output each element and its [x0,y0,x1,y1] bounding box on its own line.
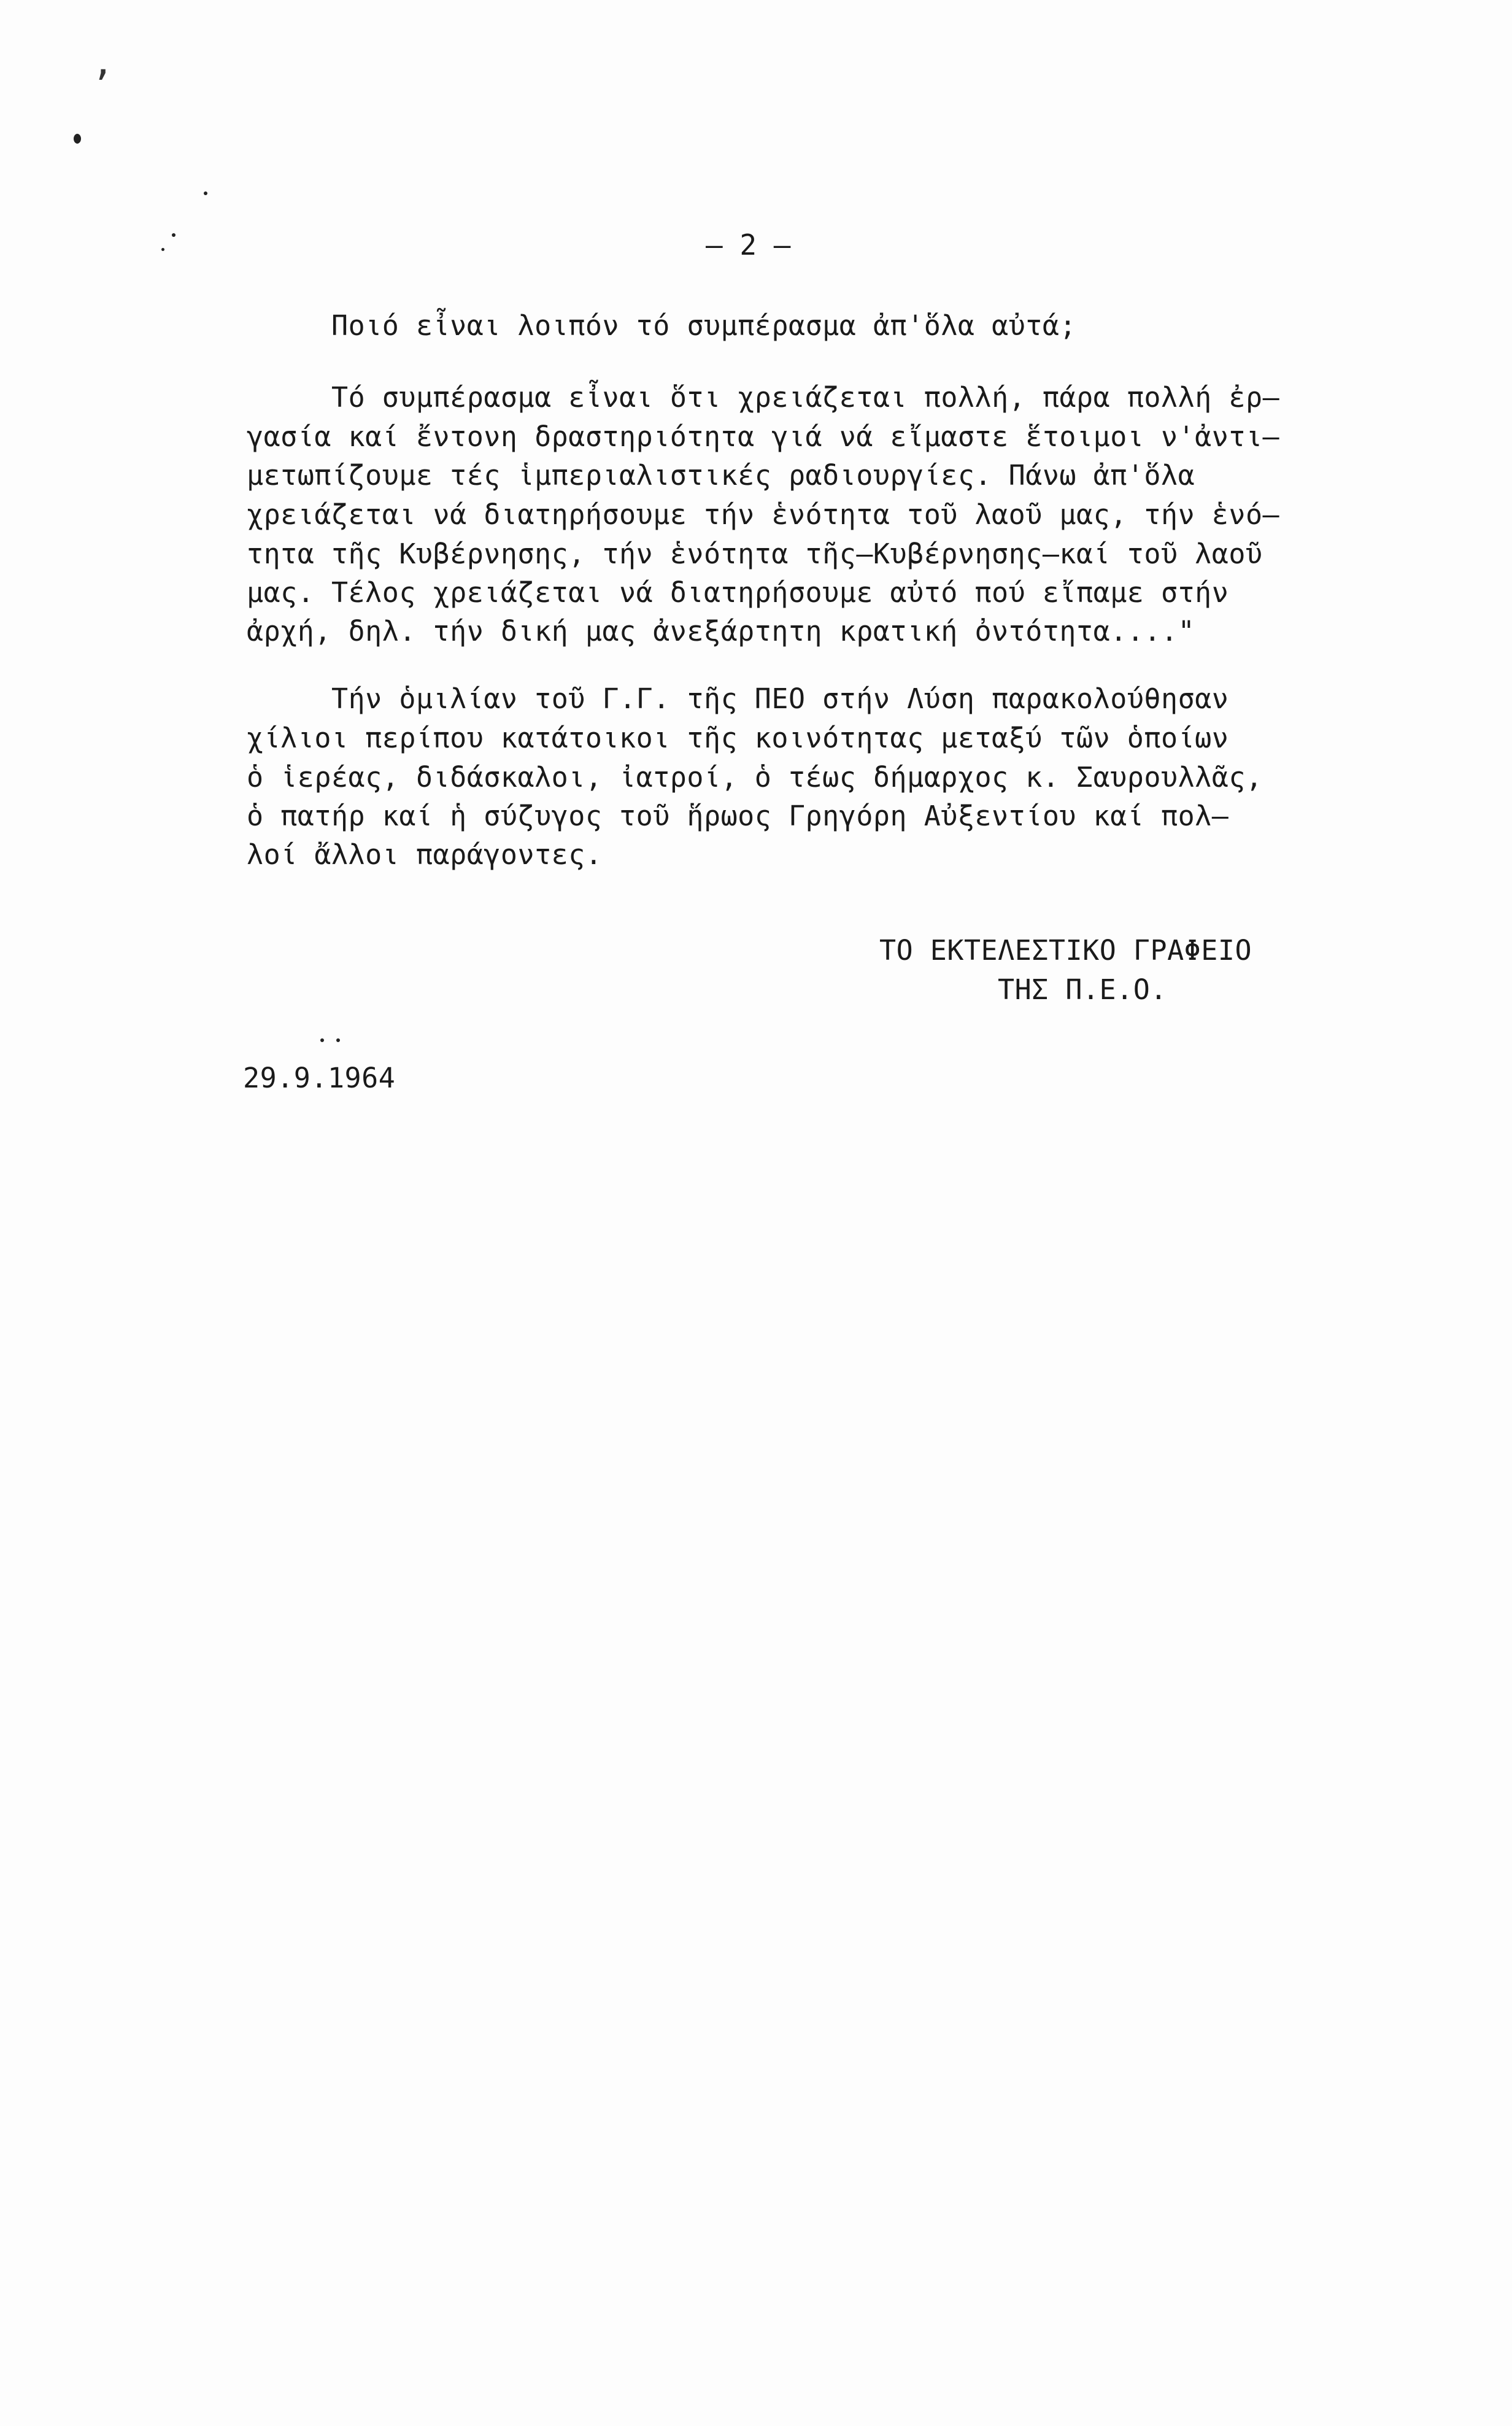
paragraph-line: Τό συμπέρασμα εἶναι ὅτι χρειάζεται πολλή, πάρα πολλή ἐρ– [331,381,1280,414]
paragraph-line: ὁ πατήρ καί ἡ σύζυγος τοῦ ἥρωος Γρηγόρη Αὐξεντίου καί πολ– [247,800,1229,832]
scan-speck [320,1038,324,1042]
paragraph-line: Τήν ὁμιλίαν τοῦ Γ.Γ. τῆς ΠΕΟ στήν Λύση παρακολούθησαν [331,682,1229,715]
paragraph-line: λοί ἄλλοι παράγοντες. [247,838,603,871]
scan-speck [161,248,164,251]
scan-speck [172,233,176,237]
paragraph-line: τητα τῆς Κυβέρνησης, τήν ἑνότητα τῆς–Κυβέρνησης–καί τοῦ λαοῦ [247,538,1263,570]
paragraph-line: ἀρχή, δηλ. τήν δική μας ἀνεξάρτητη κρατική ὀντότητα...." [247,615,1195,647]
paragraph-line: μετωπίζουμε τές ἱμπεριαλιστικές ραδιουργίες. Πάνω ἀπ'ὅλα [247,459,1195,492]
paragraph-line: ὁ ἱερέας, διδάσκαλοι, ἰατροί, ὁ τέως δήμαρχος κ. Σαυρουλλᾶς, [247,761,1263,794]
page-number: – 2 – [706,228,791,261]
signature-line-2: ΤΗΣ Π.Ε.Ο. [998,973,1167,1006]
scan-mark-top-left: ʼ [91,63,114,106]
scan-speck [336,1038,340,1042]
paragraph-line: χίλιοι περίπου κατάτοικοι τῆς κοινότητας μεταξύ τῶν ὁποίων [247,722,1229,754]
scan-speck [74,134,81,144]
scan-speck [204,191,207,195]
signature-line-1: ΤΟ ΕΚΤΕΛΕΣΤΙΚΟ ΓΡΑΦΕΙΟ [879,934,1252,967]
paragraph-line: γασία καί ἔντονη δραστηριότητα γιά νά εἴμαστε ἕτοιμοι ν'ἀντι– [247,420,1280,453]
paragraph-line: μας. Τέλος χρειάζεται νά διατηρήσουμε αὐτό πού εἴπαμε στήν [247,576,1229,609]
paragraph-line: χρειάζεται νά διατηρήσουμε τήν ἑνότητα τοῦ λαοῦ μας, τήν ἑνό– [247,498,1280,531]
document-date: 29.9.1964 [243,1062,396,1094]
question-heading: Ποιό εἶναι λοιπόν τό συμπέρασμα ἀπ'ὅλα αὐτά; [331,309,1077,342]
